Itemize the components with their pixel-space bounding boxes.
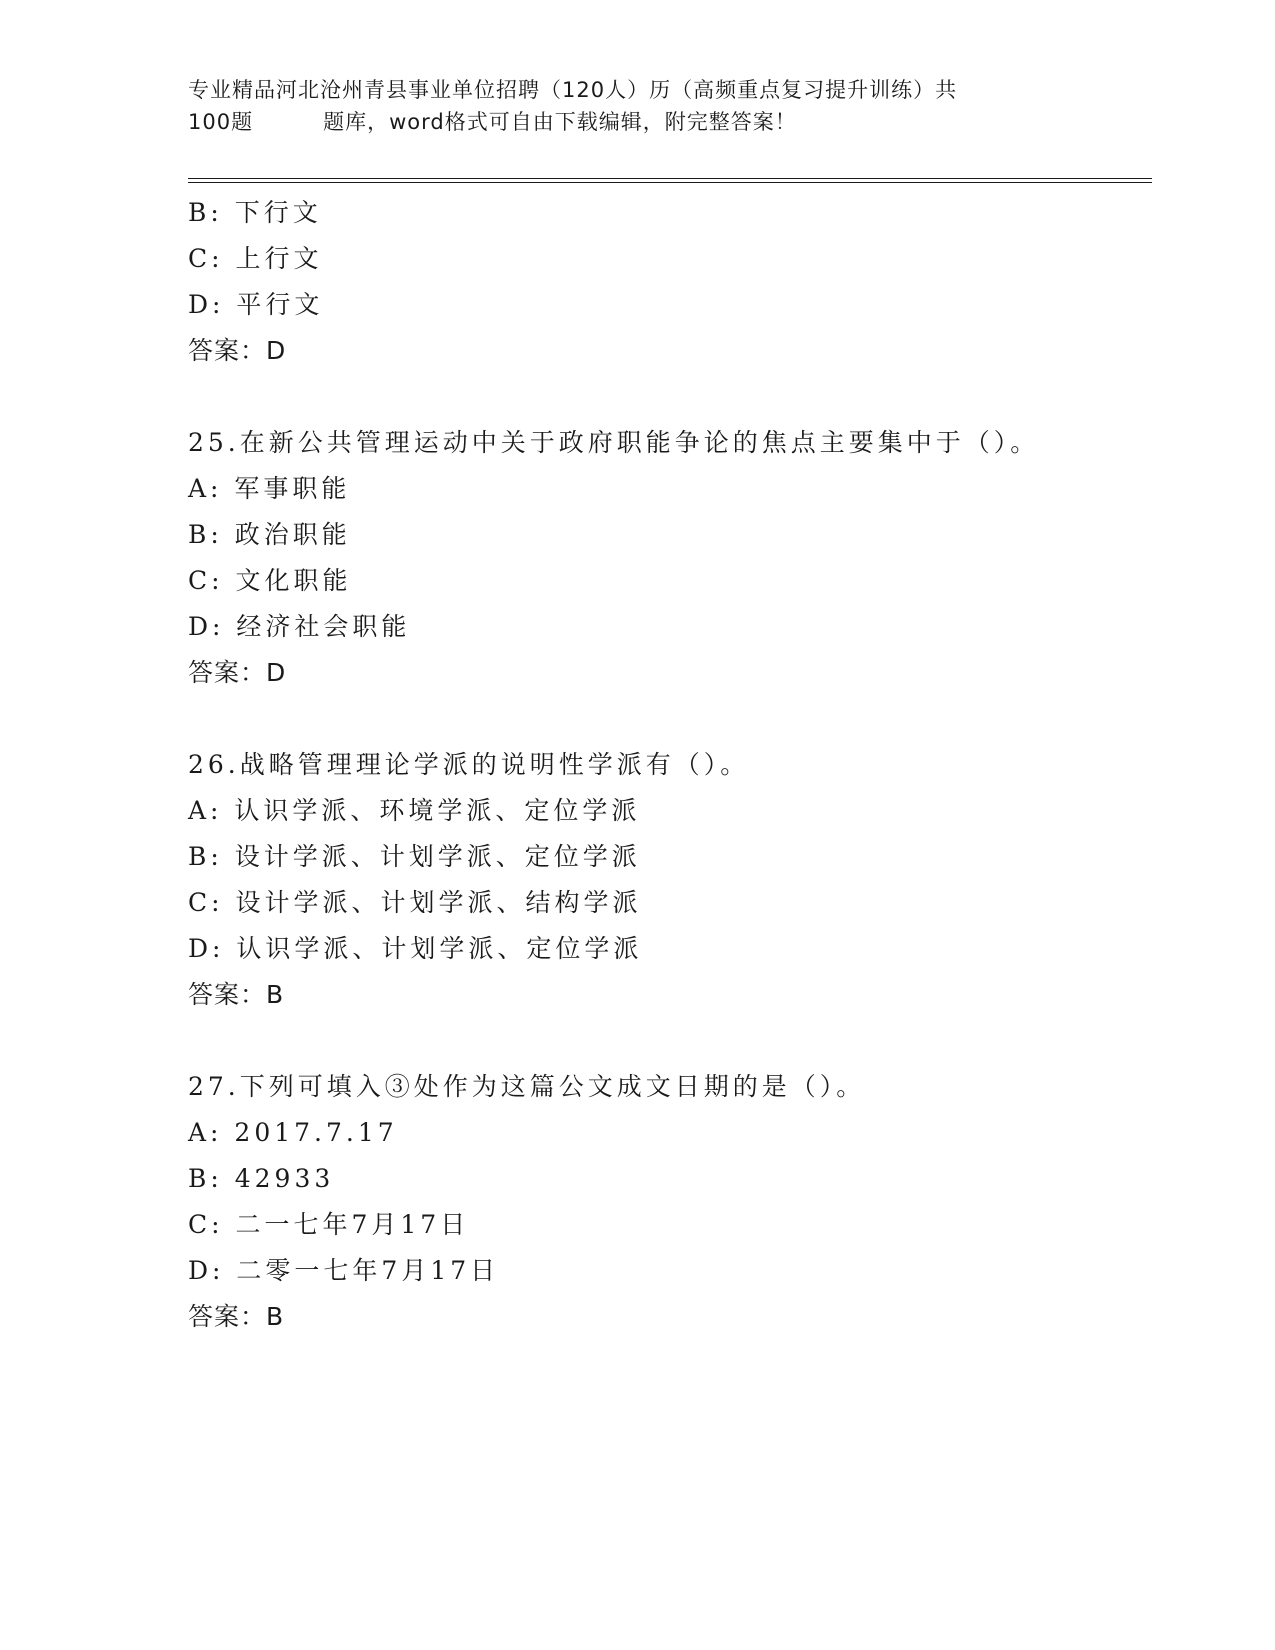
question-24-continued	[188, 190, 1152, 374]
question-25	[188, 420, 1152, 696]
header-title-line-1: 专业精品河北沧州青县事业单位招聘（120人）历（高频重点复习提升训练）共	[188, 78, 958, 102]
option-d: D: 平行文	[188, 290, 324, 319]
answer-label: 答案：B	[188, 1302, 285, 1331]
header-title-line-2	[188, 106, 1088, 138]
question-list	[188, 190, 1152, 1340]
question-stem: 26.战略管理理论学派的说明性学派有（）。	[188, 750, 750, 779]
header-divider-top	[188, 178, 1152, 179]
document-header	[188, 74, 1088, 138]
option-a: A: 2017.7.17	[188, 1118, 398, 1147]
option-b: B: 政治职能	[188, 520, 351, 549]
option-b: B: 设计学派、计划学派、定位学派	[188, 842, 641, 871]
answer-label: 答案：B	[188, 980, 285, 1009]
option-a: A: 军事职能	[188, 474, 351, 503]
question-26	[188, 742, 1152, 1018]
answer-label: 答案：D	[188, 336, 287, 365]
question-stem: 25.在新公共管理运动中关于政府职能争论的焦点主要集中于（）。	[188, 428, 1040, 457]
header-question-count: 100题	[188, 110, 254, 134]
option-a: A: 认识学派、环境学派、定位学派	[188, 796, 641, 825]
option-c: C: 设计学派、计划学派、结构学派	[188, 888, 642, 917]
header-subtitle: 题库，word格式可自由下载编辑，附完整答案！	[323, 110, 797, 134]
option-c: C: 上行文	[188, 244, 323, 273]
option-d: D: 认识学派、计划学派、定位学派	[188, 934, 643, 963]
option-b: B: 下行文	[188, 198, 322, 227]
option-d: D: 二零一七年7月17日	[188, 1256, 500, 1285]
option-c: C: 文化职能	[188, 566, 352, 595]
header-divider-bottom	[188, 182, 1152, 183]
question-stem: 27.下列可填入③处作为这篇公文成文日期的是（）。	[188, 1072, 866, 1101]
option-d: D: 经济社会职能	[188, 612, 411, 641]
option-b: B: 42933	[188, 1164, 335, 1193]
question-27	[188, 1064, 1152, 1340]
answer-label: 答案：D	[188, 658, 287, 687]
option-c: C: 二一七年7月17日	[188, 1210, 470, 1239]
